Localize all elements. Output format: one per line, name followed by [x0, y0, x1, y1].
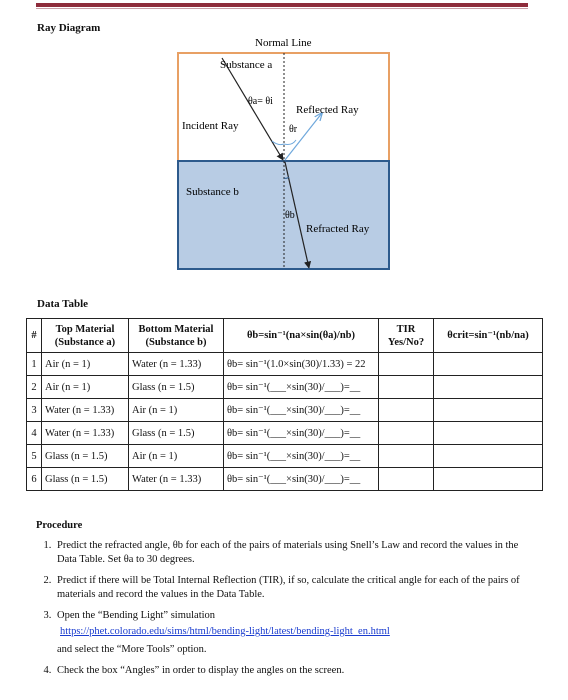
col-top-line1: Top Material [55, 323, 115, 335]
row-num: 2 [27, 376, 42, 399]
row-critical-angle[interactable] [434, 468, 543, 491]
col-top-material-header [42, 319, 129, 353]
row-num: 5 [27, 445, 42, 468]
row-top-material: Water (n = 1.33) [42, 422, 129, 445]
row-top-material: Glass (n = 1.5) [42, 445, 129, 468]
row-critical-angle[interactable] [434, 422, 543, 445]
row-formula: θb= sin⁻¹(___×sin(30)/___)=__ [224, 376, 379, 399]
procedure-step-4: 4. Check the box “Angles” in order to display the angles on the screen. [54, 664, 526, 678]
col-bottom-line1: Bottom Material [138, 323, 214, 335]
row-bottom-material: Air (n = 1) [129, 445, 224, 468]
incident-ray-label: Incident Ray [182, 120, 239, 132]
col-formula-header: θb=sin⁻¹(na×sin(θa)/nb) [224, 319, 379, 353]
row-formula: θb= sin⁻¹(___×sin(30)/___)=__ [224, 422, 379, 445]
row-tir[interactable] [379, 399, 434, 422]
substance-b-label: Substance b [186, 186, 239, 198]
row-tir[interactable] [379, 422, 434, 445]
row-bottom-material: Water (n = 1.33) [129, 353, 224, 376]
data-table-heading: Data Table [37, 298, 89, 310]
table-row [27, 468, 543, 491]
row-formula: θb= sin⁻¹(___×sin(30)/___)=__ [224, 468, 379, 491]
procedure-steps [36, 539, 526, 678]
col-tir-header [379, 319, 434, 353]
row-num: 1 [27, 353, 42, 376]
row-num: 6 [27, 468, 42, 491]
ray-diagram-heading: Ray Diagram [37, 22, 101, 34]
row-bottom-material: Water (n = 1.33) [129, 468, 224, 491]
table-row [27, 353, 543, 376]
row-tir[interactable] [379, 468, 434, 491]
angle-equality-label: θa= θi [248, 96, 273, 107]
procedure-step-1: 1. Predict the refracted angle, θb for each of the pairs of materials using Snell’s Law and record the values in the Data Table. Set θa to 30 degrees. [54, 539, 526, 567]
bending-light-link[interactable]: https://phet.colorado.edu/sims/html/bending-light/latest/bending-light_en.html [60, 626, 390, 637]
col-tir-line2: Yes/No? [387, 336, 425, 348]
row-num: 4 [27, 422, 42, 445]
col-critical-header: θcrit=sin⁻¹(nb/na) [434, 319, 543, 353]
row-formula: θb= sin⁻¹(___×sin(30)/___)=__ [224, 399, 379, 422]
row-tir[interactable] [379, 376, 434, 399]
procedure-step-3 [54, 609, 526, 657]
col-tir-line1: TIR [396, 323, 416, 335]
row-top-material: Air (n = 1) [42, 376, 129, 399]
row-critical-angle[interactable] [434, 399, 543, 422]
table-row [27, 445, 543, 468]
ray-diagram [0, 0, 568, 300]
col-bottom-material-header [129, 319, 224, 353]
row-top-material: Air (n = 1) [42, 353, 129, 376]
table-row [27, 422, 543, 445]
row-formula: θb= sin⁻¹(1.0×sin(30)/1.33) = 22 [224, 353, 379, 376]
step3-text: 3. Open the “Bending Light” simulation [57, 610, 216, 621]
procedure-step-2: 2. Predict if there will be Total Internal Reflection (TIR), if so, calculate the critical angle for each of the pairs of materials and record the values in the Data Table. [54, 574, 526, 602]
theta-r-label: θr [289, 124, 298, 135]
row-top-material: Water (n = 1.33) [42, 399, 129, 422]
row-critical-angle[interactable] [434, 445, 543, 468]
col-bottom-line2: (Substance b) [145, 336, 207, 348]
table-row [27, 399, 543, 422]
row-num: 3 [27, 399, 42, 422]
data-table [26, 318, 543, 491]
row-tir[interactable] [379, 353, 434, 376]
row-bottom-material: Glass (n = 1.5) [129, 422, 224, 445]
step3-text-b: and select the “More Tools” option. [57, 644, 207, 655]
table-row [27, 376, 543, 399]
row-bottom-material: Glass (n = 1.5) [129, 376, 224, 399]
col-top-line2: (Substance a) [54, 336, 116, 348]
reflected-ray-label: Reflected Ray [296, 104, 359, 116]
row-critical-angle[interactable] [434, 376, 543, 399]
row-bottom-material: Air (n = 1) [129, 399, 224, 422]
row-formula: θb= sin⁻¹(___×sin(30)/___)=__ [224, 445, 379, 468]
procedure-section [36, 519, 526, 685]
normal-line-label: Normal Line [255, 37, 312, 49]
refracted-ray-label: Refracted Ray [306, 223, 370, 235]
row-critical-angle[interactable] [434, 353, 543, 376]
procedure-heading: Procedure [36, 520, 83, 531]
col-num-header: # [27, 319, 42, 353]
theta-b-label: θb [285, 210, 295, 221]
table-header-row [27, 319, 543, 353]
row-tir[interactable] [379, 445, 434, 468]
row-top-material: Glass (n = 1.5) [42, 468, 129, 491]
substance-a-label: Substance a [220, 59, 273, 71]
